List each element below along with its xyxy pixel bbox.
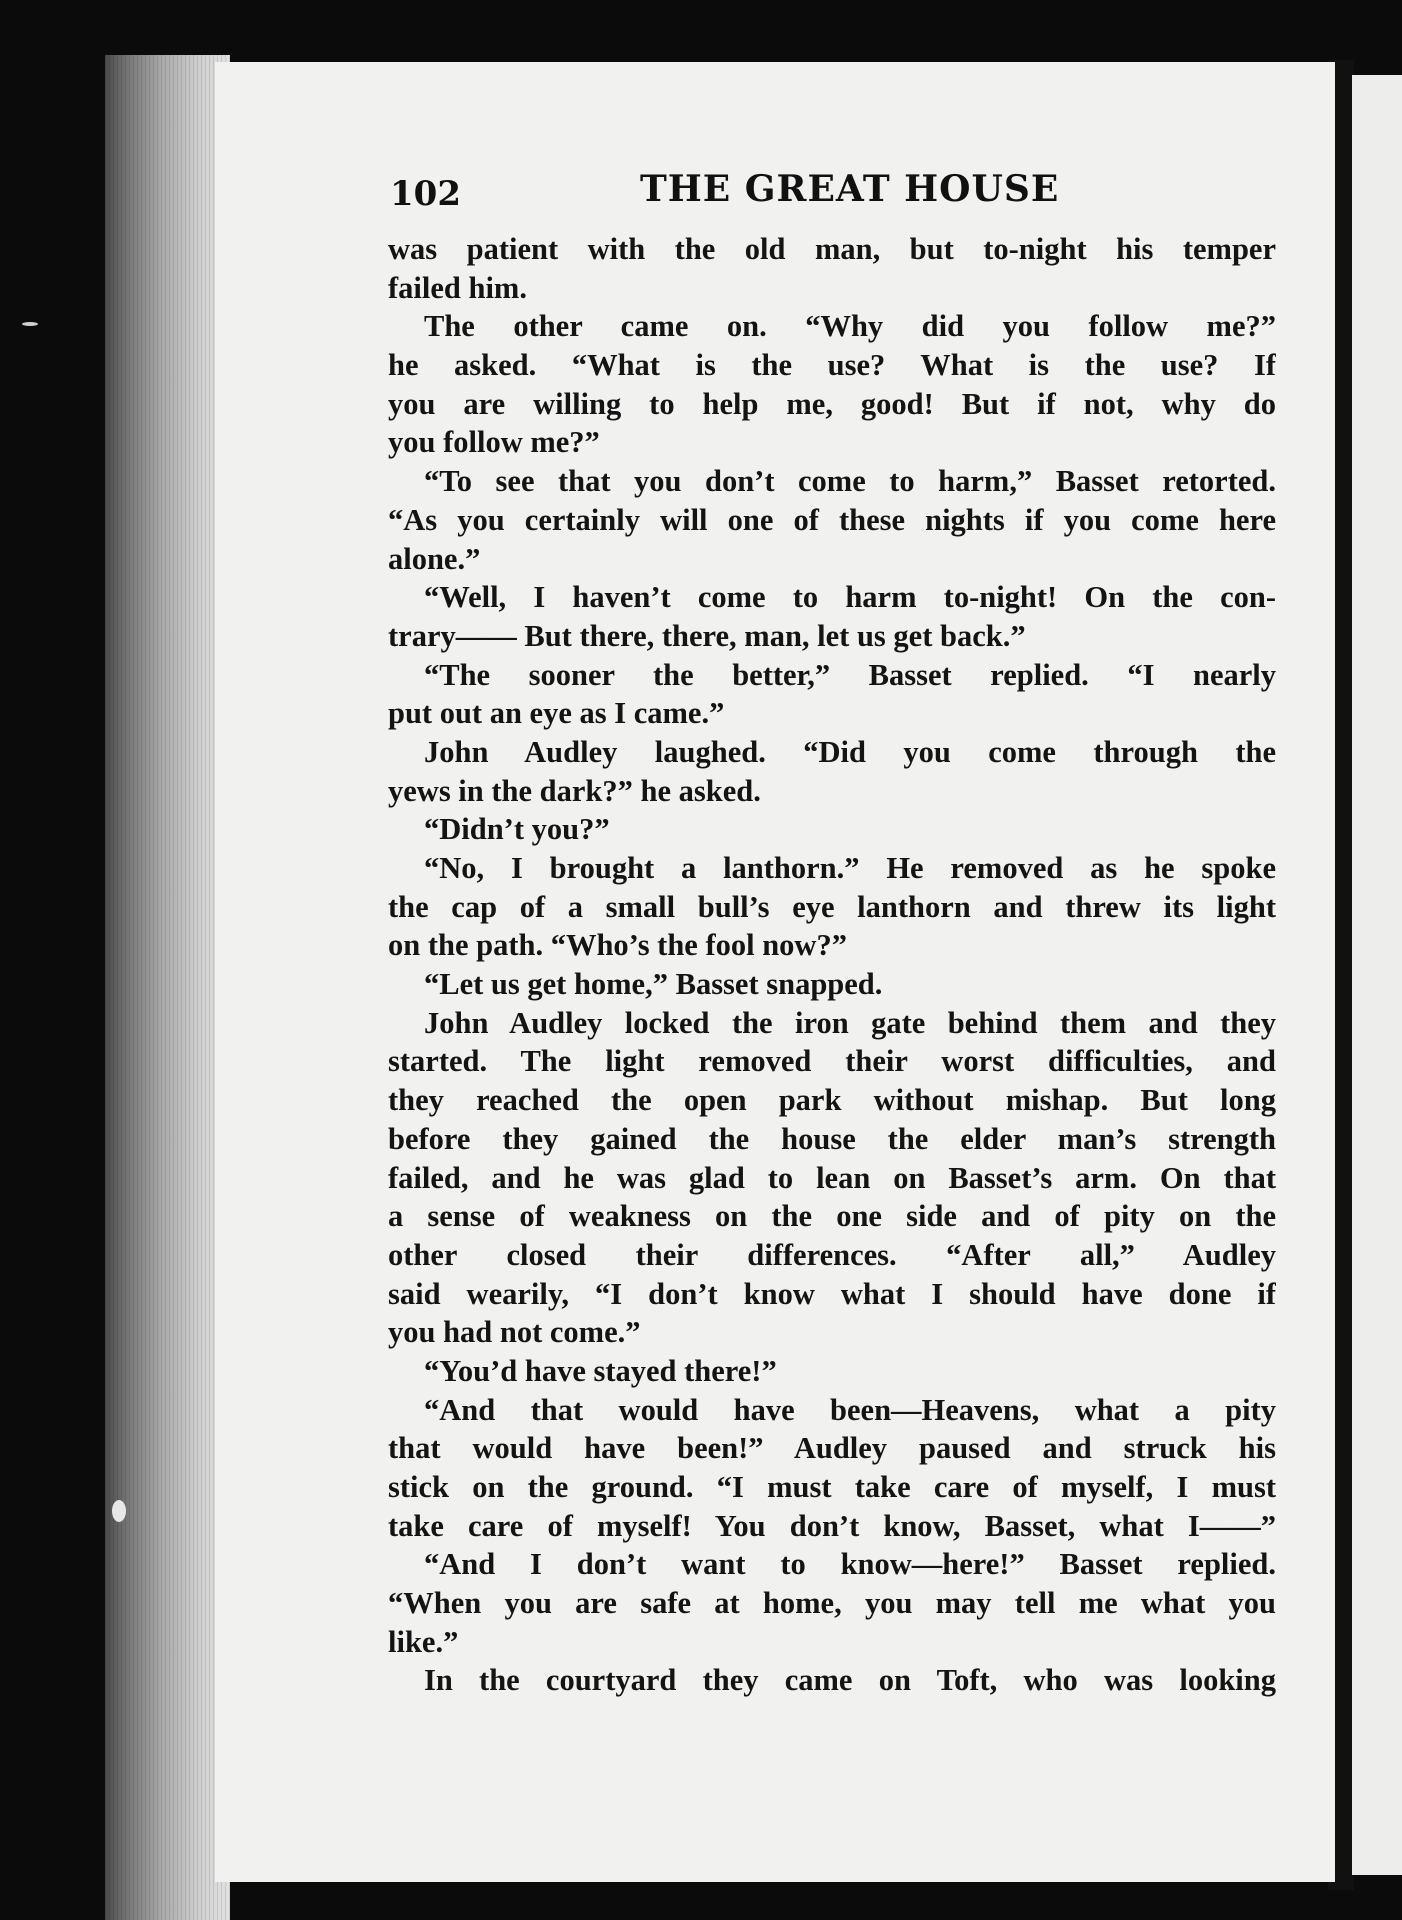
text-line: you are willing to help me, good! But if not, why do — [388, 386, 1276, 421]
text-line: “When you are safe at home, you may tell me what you — [388, 1586, 1276, 1621]
text-line: started. The light removed their worst difficulties, and — [388, 1044, 1276, 1079]
text-line: that would have been!” Audley paused and struck his — [388, 1431, 1276, 1466]
text-line: “To see that you don’t come to harm,” Basset retorted. — [424, 464, 1276, 499]
running-head-title: THE GREAT HOUSE — [640, 168, 1060, 210]
text-line: “You’d have stayed there!” — [424, 1353, 777, 1388]
text-line: a sense of weakness on the one side and of pity on the — [388, 1199, 1276, 1234]
text-line: “Well, I haven’t come to harm to-night! On the con- — [424, 580, 1276, 615]
text-line: John Audley laughed. “Did you come through the — [424, 734, 1276, 769]
text-line: yews in the dark?” he asked. — [388, 773, 761, 808]
text-line: before they gained the house the elder man’s strength — [388, 1121, 1276, 1156]
text-line: said wearily, “I don’t know what I should have done if — [388, 1276, 1276, 1311]
scan-speck — [112, 1500, 126, 1522]
text-line: on the path. “Who’s the fool now?” — [388, 928, 847, 963]
text-line: “No, I brought a lanthorn.” He removed as he spoke — [424, 851, 1276, 885]
text-line: alone.” — [388, 541, 481, 576]
text-line: “As you certainly will one of these nights if you come here — [388, 502, 1276, 537]
text-line: failed him. — [388, 270, 527, 305]
text-line: “And that would have been—Heavens, what a pity — [424, 1392, 1276, 1427]
text-line: you had not come.” — [388, 1315, 641, 1350]
text-line: “Didn’t you?” — [424, 812, 610, 847]
body-text — [388, 230, 1276, 1700]
scan-speck — [22, 322, 38, 326]
text-line: was patient with the old man, but to-night his temper — [388, 232, 1276, 266]
text-line: “Let us get home,” Basset snapped. — [424, 967, 883, 1002]
text-line: he asked. “What is the use? What is the use? If — [388, 348, 1276, 383]
text-line: John Audley locked the iron gate behind them and they — [424, 1005, 1276, 1040]
text-line: they reached the open park without mishap. But long — [388, 1083, 1276, 1118]
text-line: you follow me?” — [388, 425, 600, 460]
text-line: stick on the ground. “I must take care of myself, I must — [388, 1470, 1276, 1504]
text-line: other closed their differences. “After all,” Audley — [388, 1237, 1276, 1272]
text-line: failed, and he was glad to lean on Basset’s arm. On that — [388, 1160, 1276, 1195]
text-line: the cap of a small bull’s eye lanthorn and threw its light — [388, 889, 1276, 924]
running-header — [390, 168, 1290, 218]
text-line: In the courtyard they came on Toft, who was looking — [424, 1663, 1276, 1698]
text-line: take care of myself! You don’t know, Basset, what I——” — [388, 1508, 1276, 1543]
text-line: put out an eye as I came.” — [388, 696, 725, 731]
page-stack-edge — [105, 55, 230, 1920]
text-line: “The sooner the better,” Basset replied. “I nearly — [424, 657, 1276, 692]
text-line: trary—— But there, there, man, let us get back.” — [388, 618, 1026, 653]
page-number: 102 — [390, 174, 461, 214]
text-line: The other came on. “Why did you follow me?” — [424, 309, 1276, 344]
text-line: like.” — [388, 1624, 459, 1659]
facing-page-edge — [1352, 75, 1402, 1875]
text-line: “And I don’t want to know—here!” Basset replied. — [424, 1547, 1276, 1582]
